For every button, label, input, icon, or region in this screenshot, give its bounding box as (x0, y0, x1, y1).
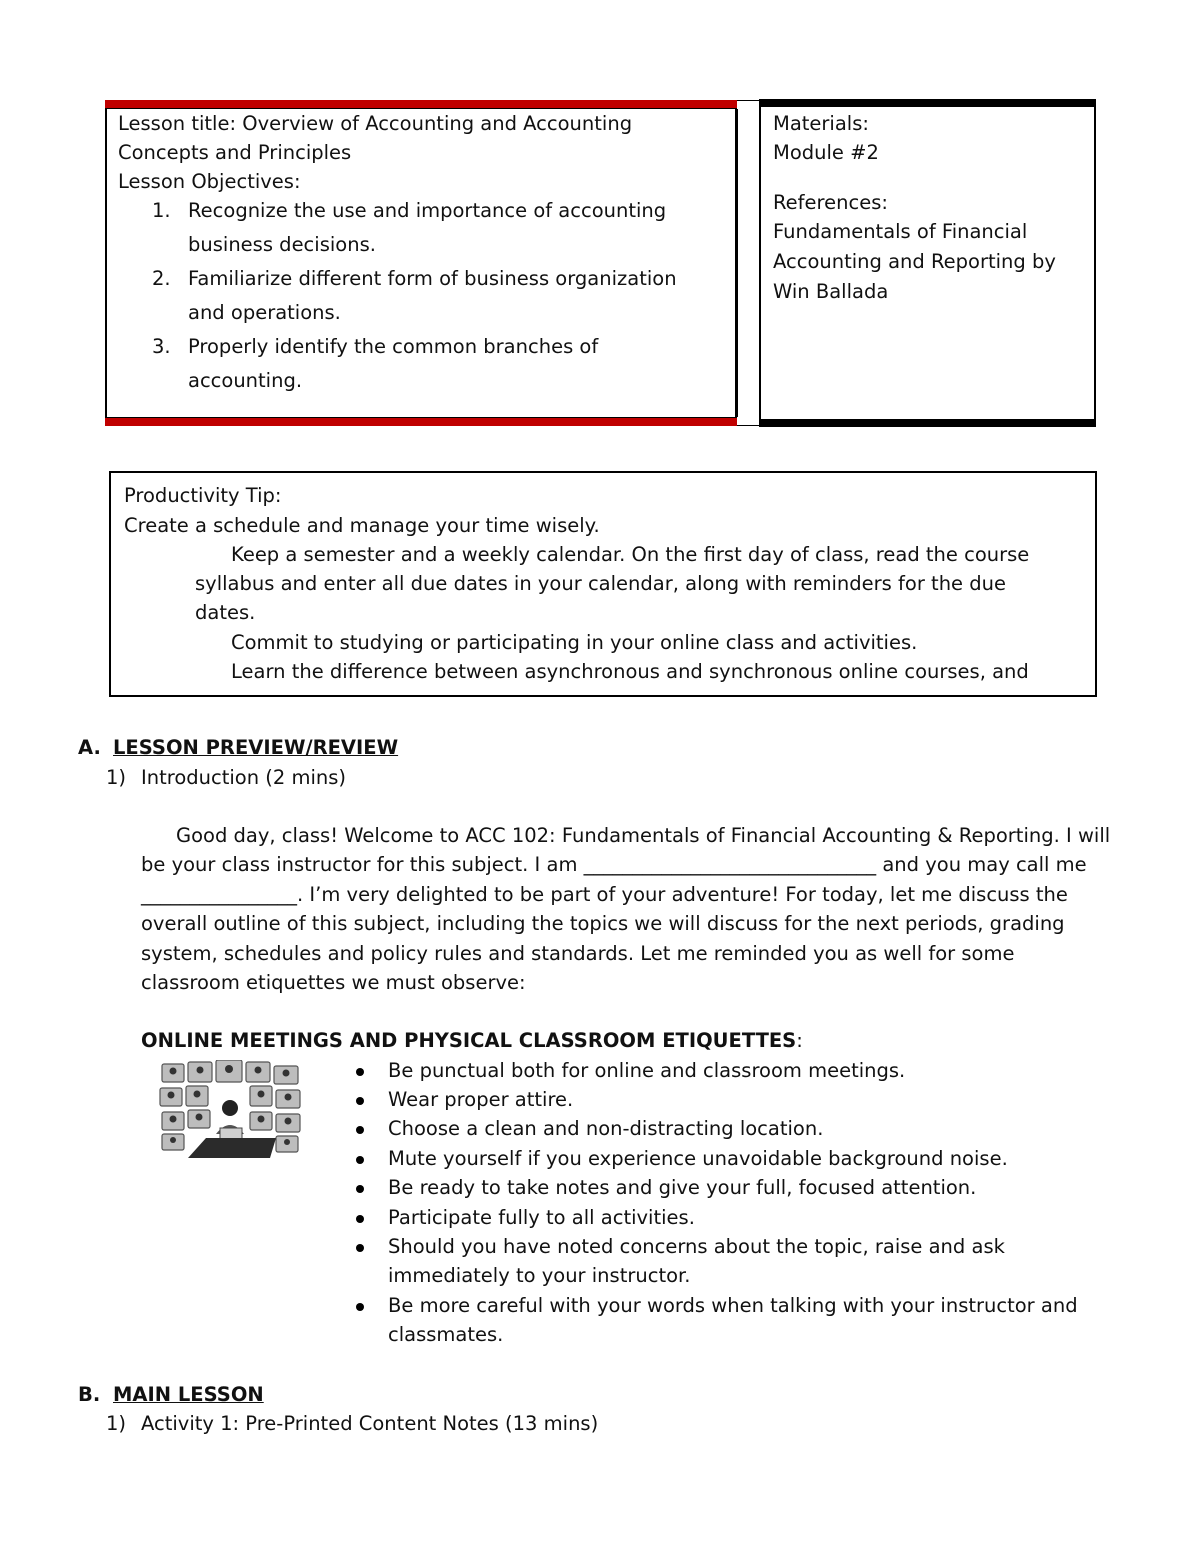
intro-paragraph-line: overall outline of this subject, including the topics we will discuss for the next periods, grading (141, 912, 1065, 935)
online-meeting-illustration (158, 1060, 303, 1160)
item-number: 1) (106, 1412, 127, 1435)
bullet-dot (356, 1215, 364, 1223)
section-title: LESSON PREVIEW/REVIEW (113, 736, 399, 759)
materials-label: Materials: (773, 112, 869, 135)
objective-text: Recognize the use and importance of accounting (188, 199, 667, 222)
objective-text: Familiarize different form of business organization (188, 267, 677, 290)
tip-line: Create a schedule and manage your time wisely. (124, 514, 600, 537)
objective-text: Properly identify the common branches of (188, 335, 599, 358)
intro-paragraph-line: be your class instructor for this subject. I am ______________________________ and you may call me (141, 853, 1087, 876)
etiquette-heading (141, 1026, 803, 1056)
etiquette-bullet: Mute yourself if you experience unavoidable background noise. (388, 1147, 1008, 1170)
bullet-dot (356, 1303, 364, 1311)
objective-number: 3. (152, 335, 171, 358)
bullet-dot (356, 1068, 364, 1076)
objective-text: and operations. (188, 301, 341, 324)
objective-text: accounting. (188, 369, 303, 392)
etiquette-heading-text: ONLINE MEETINGS AND PHYSICAL CLASSROOM ETIQUETTES (141, 1029, 797, 1052)
tip-line: Commit to studying or participating in your online class and activities. (231, 631, 918, 654)
section-letter: A. (78, 736, 101, 759)
etiquette-heading-colon: : (796, 1029, 803, 1052)
etiquette-bullet: Wear proper attire. (388, 1088, 574, 1111)
etiquette-bullet: Be punctual both for online and classroom meetings. (388, 1059, 906, 1082)
objective-number: 1. (152, 199, 171, 222)
item-title: Introduction (2 mins) (141, 766, 347, 789)
tip-line: Keep a semester and a weekly calendar. On the first day of class, read the course (231, 543, 1030, 566)
black-bottom-bar (759, 419, 1096, 427)
item-number: 1) (106, 766, 127, 789)
etiquette-bullet: Choose a clean and non-distracting location. (388, 1117, 824, 1140)
intro-paragraph-line: system, schedules and policy rules and standards. Let me reminded you as well for some (141, 942, 1015, 965)
lesson-title-line1: Lesson title: Overview of Accounting and Accounting (118, 112, 633, 135)
intro-paragraph-line: Good day, class! Welcome to ACC 102: Fundamentals of Financial Accounting & Reporting. I will (176, 824, 1111, 847)
reference-line: Accounting and Reporting by (773, 250, 1056, 273)
tip-line: syllabus and enter all due dates in your calendar, along with reminders for the due (195, 572, 1006, 595)
red-bottom-bar (105, 418, 737, 426)
etiquette-bullet: Be more careful with your words when talking with your instructor and (388, 1294, 1078, 1317)
reference-line: Win Ballada (773, 280, 889, 303)
bullet-dot (356, 1156, 364, 1164)
lesson-title-line2: Concepts and Principles (118, 141, 352, 164)
etiquette-bullet-cont: classmates. (388, 1323, 504, 1346)
materials-value: Module #2 (773, 141, 879, 164)
lesson-objectives-label: Lesson Objectives: (118, 170, 301, 193)
black-top-bar (759, 99, 1096, 107)
etiquette-bullet: Participate fully to all activities. (388, 1206, 695, 1229)
section-title: MAIN LESSON (113, 1383, 264, 1406)
etiquette-bullet-cont: immediately to your instructor. (388, 1264, 691, 1287)
tip-line: Learn the difference between asynchronous and synchronous online courses, and (231, 660, 1029, 683)
tip-label: Productivity Tip: (124, 484, 282, 507)
reference-line: Fundamentals of Financial (773, 220, 1028, 243)
intro-paragraph-line: ________________. I’m very delighted to be part of your adventure! For today, let me discuss the (141, 883, 1068, 906)
bullet-dot (356, 1244, 364, 1252)
objective-number: 2. (152, 267, 171, 290)
objective-text: business decisions. (188, 233, 376, 256)
tip-line: dates. (195, 601, 256, 624)
productivity-tip-box (109, 471, 1097, 697)
etiquette-bullet: Be ready to take notes and give your full, focused attention. (388, 1176, 977, 1199)
column-gap (737, 100, 760, 426)
bullet-dot (356, 1097, 364, 1105)
section-letter: B. (78, 1383, 101, 1406)
bullet-dot (356, 1185, 364, 1193)
bullet-dot (356, 1126, 364, 1134)
intro-paragraph-line: classroom etiquettes we must observe: (141, 971, 526, 994)
red-top-bar (105, 100, 737, 108)
item-title: Activity 1: Pre-Printed Content Notes (13 mins) (141, 1412, 599, 1435)
references-label: References: (773, 191, 888, 214)
etiquette-bullet: Should you have noted concerns about the topic, raise and ask (388, 1235, 1005, 1258)
